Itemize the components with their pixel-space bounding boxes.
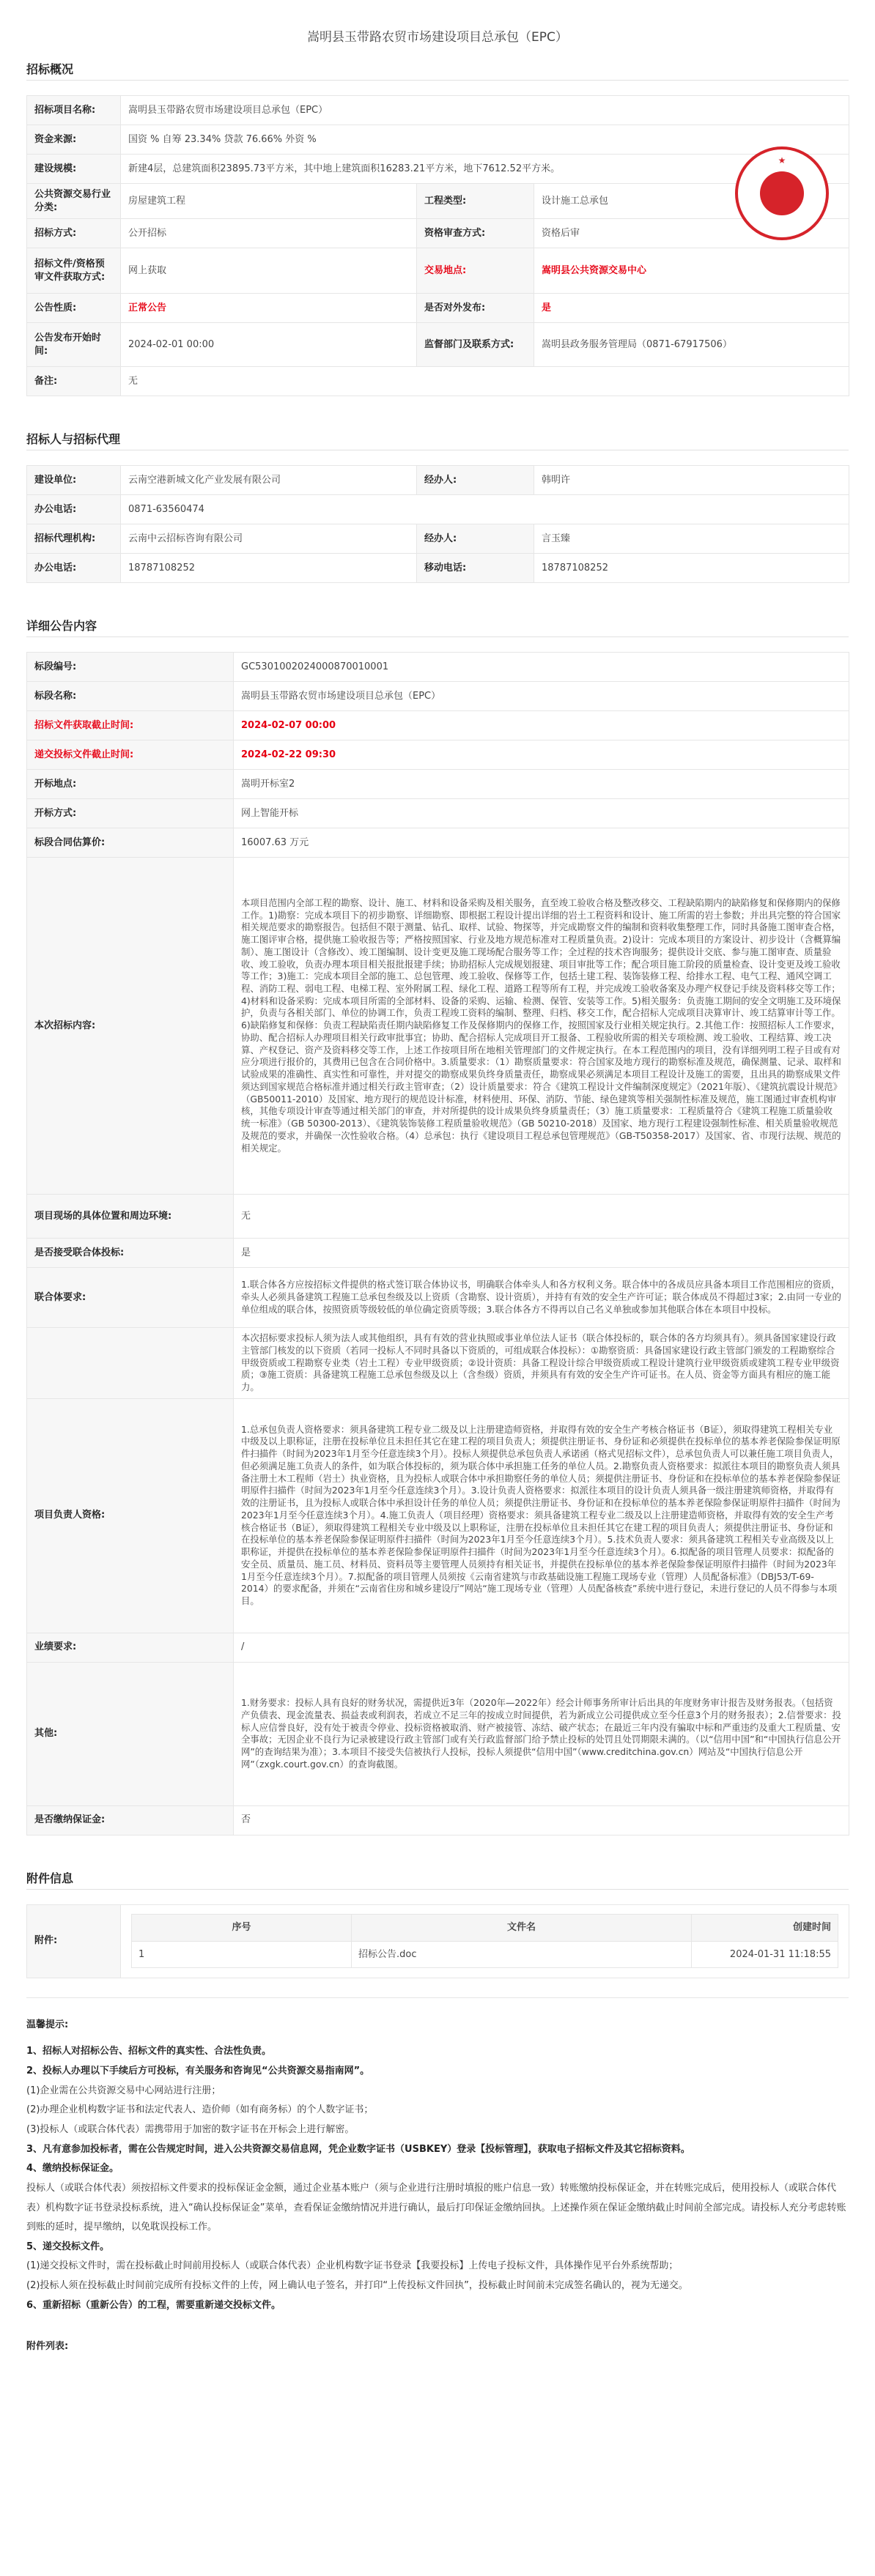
label: 招标文件/资格预审文件获取方式: bbox=[27, 248, 121, 294]
tip-line: (1)递交投标文件时，需在投标截止时间前用投标人（或联合体代表）企业机构数字证书登录【我要投标】上传电子投标文件，具体操作见平台外系统帮助； bbox=[26, 2260, 679, 2272]
performance-requirements: / bbox=[234, 1633, 849, 1662]
accept-consortium: 是 bbox=[234, 1239, 849, 1268]
attachment-no: 1 bbox=[132, 1941, 352, 1968]
label: 是否缴纳保证金: bbox=[27, 1805, 234, 1835]
tip-line: 投标人（或联合体代表）须按招标文件要求的投标保证金金额，通过企业基本账户（须与企业进行注册时填报的账户信息一致）转账缴纳投标保证金，并在转账完成后，使用投标人（或联合体代表）机构数字证书登录投标系统，进入“确认投标保证金”菜单，查看保证金缴纳情况并进行确认，最后打印保证金缴纳回执。上述操作须在保证金缴纳截止时间前全部完成。请投标人充分考虑转账到账的延时，提早缴纳，以免耽误投标工作。 bbox=[26, 2182, 846, 2233]
agent-table bbox=[26, 465, 849, 583]
label: 开标地点: bbox=[27, 770, 234, 799]
tip-line: (3)投标人（或联合体代表）需携带用于加密的数字证书在开标会上进行解密。 bbox=[26, 2123, 355, 2135]
label: 公共资源交易行业分类: bbox=[27, 184, 121, 219]
label: 公告性质: bbox=[27, 294, 121, 323]
tip-line: 5、递交投标文件。 bbox=[26, 2241, 110, 2252]
tips-section bbox=[26, 1997, 849, 2357]
label: 建设规模: bbox=[27, 155, 121, 184]
section-title-attachments: 附件信息 bbox=[26, 1865, 849, 1890]
tender-method: 公开招标 bbox=[121, 219, 417, 248]
label bbox=[27, 1328, 234, 1399]
label: 交易地点: bbox=[417, 248, 534, 294]
label: 经办人: bbox=[417, 524, 534, 554]
announcement-nature: 正常公告 bbox=[121, 294, 417, 323]
label: 其他: bbox=[27, 1662, 234, 1805]
trade-place: 嵩明县公共资源交易中心 bbox=[534, 248, 849, 294]
table-row[interactable] bbox=[132, 1941, 838, 1968]
tip-line: (2)办理企业机构数字证书和法定代表人、造价师（如有商务标）的个人数字证书； bbox=[26, 2104, 374, 2116]
col-name: 文件名 bbox=[352, 1915, 692, 1942]
attachment-link[interactable]: 招标公告.doc bbox=[352, 1941, 692, 1968]
tip-line: 2、投标人办理以下手续后方可投标，有关服务和咨询见“公共资源交易指南网”。 bbox=[26, 2065, 370, 2077]
open-method: 网上智能开标 bbox=[234, 799, 849, 828]
label: 是否接受联合体投标: bbox=[27, 1239, 234, 1268]
label: 招标方式: bbox=[27, 219, 121, 248]
agency-name: 云南中云招标咨询有限公司 bbox=[121, 524, 417, 554]
section-title-agent: 招标人与招标代理 bbox=[26, 426, 849, 450]
attach-list-label: 附件列表: bbox=[26, 2341, 69, 2353]
owner-phone: 0871-63560474 bbox=[121, 495, 849, 524]
owner-contact: 韩明许 bbox=[534, 466, 849, 495]
owner-name: 云南空港新城文化产业发展有限公司 bbox=[121, 466, 417, 495]
qualification-requirements: 本次招标要求投标人须为法人或其他组织，具有有效的营业执照或事业单位法人证书（联合体投标的，联合体的各方均须具有）。须具备国家建设行政主管部门核发的以下资质（若同一投标人不同时具备以下资质的，可组成联合体投标）：①勘察资质：具备国家建设行政主管部门颁发的工程勘察综合甲级资质或工程勘察专业类（岩土工程）专业甲级资质；②设计资质：具备工程设计综合甲级资质或工程设计建筑行业甲级资质或建筑工程专业甲级资质；③施工资质：具备建筑工程施工总承包叁级及以上（含叁级）资质，并须具有有效的安全生产许可证书。在人员、资金等方面具有相应的施工能力。 bbox=[234, 1328, 849, 1399]
supervision-dept: 嵩明县政务服务管理局（0871-67917506） bbox=[534, 323, 849, 367]
label: 是否对外发布: bbox=[417, 294, 534, 323]
detail-table bbox=[26, 652, 849, 1836]
agency-contact: 言玉臻 bbox=[534, 524, 849, 554]
section-name: 嵩明县玉带路农贸市场建设项目总承包（EPC） bbox=[234, 682, 849, 711]
tips-title: 温馨提示: bbox=[26, 2019, 69, 2030]
label: 附件: bbox=[27, 1904, 121, 1978]
page-title: 嵩明县玉带路农贸市场建设项目总承包（EPC） bbox=[307, 30, 568, 45]
contract-price: 16007.63 万元 bbox=[234, 828, 849, 858]
label: 公告发布开始时间: bbox=[27, 323, 121, 367]
tip-line: 3、凡有意参加投标者，需在公告规定时间，进入公共资源交易信息网，凭企业数字证书（USBKEY）登录【投标管理】，获取电子招标文件及其它招标资料。 bbox=[26, 2143, 690, 2155]
project-type: 设计施工总承包 bbox=[534, 184, 849, 219]
publish-flag: 是 bbox=[534, 294, 849, 323]
seal-star-icon: ★ bbox=[778, 155, 786, 166]
label: 招标代理机构: bbox=[27, 524, 121, 554]
label: 标段合同估算价: bbox=[27, 828, 234, 858]
col-time: 创建时间 bbox=[692, 1915, 838, 1942]
remark: 无 bbox=[121, 367, 849, 396]
other-requirements: 1.财务要求：投标人具有良好的财务状况，需提供近3年（2020年—2022年）经会计师事务所审计后出具的年度财务审计报告及财务报表。（包括资产负债表、现金流量表、损益表或利润表，若成立不足三年的按成立时间提供，若为新成立公司提供成立至今任意3个月的财务报表）；2.信誉要求：投标人应信誉良好，没有处于被责令停业、投标资格被取消、财产被接管、冻结、破产状态；在最近三年内没有骗取中标和严重违约及重大工程质量、安全事故；无因企业不良行为记录被建设行政主管部门或有关行政监督部门给予禁止投标的处罚且处罚期限未满的。（以“信用中国”和“中国执行信息公开网”的查询结果为准）；3.本项目不接受失信被执行人投标，投标人须提供“信用中国”（www.creditchina.gov.cn）网站及“中国执行信息公开网”（zxgk.court.gov.cn）的查询截图。 bbox=[234, 1662, 849, 1805]
qualification-review: 资格后审 bbox=[534, 219, 849, 248]
label: 资格审查方式: bbox=[417, 219, 534, 248]
overview-table bbox=[26, 95, 849, 396]
tip-line: 4、缴纳投标保证金。 bbox=[26, 2163, 119, 2175]
person-requirements: 1.总承包负责人资格要求：须具备建筑工程专业二级及以上注册建造师资格，并取得有效的安全生产考核合格证书（B证），须取得建筑工程相关专业中级及以上职称证，注册在投标单位且未担任其它在建工程的项目负责人；须提供注册证书、身份证和必须提供在投标单位的基本养老保险参保证明原件扫描件（时间为2023年1月至今任意连续3个月）。投标人须提供总承包负责人承诺函（格式见招标文件），总承包负责人可以兼任施工项目负责人，但必须满足施工负责人的条件，如为联合体投标的，须为联合体中承担施工任务的单位人员。2.勘察负责人资格要求：拟派往本项目的勘察负责人须具备注册土木工程师（岩土）执业资格，且为投标人或联合体中承担勘察任务的单位人员；须提供注册证书、身份证和在投标单位的基本养老保险参保证明原件扫描件（时间为2023年1月至今任意连续3个月）。3.设计负责人资格要求：拟派往本项目的设计负责人须具备一级注册建筑师资格，并取得有效的注册证书，且为投标人或联合体中承担设计任务的单位人员；须提供注册证书、身份证和在投标单位的基本养老保险参保证明原件扫描件（时间为2023年1月至今任意连续3个月）。4.施工负责人（项目经理）资格要求：须具备建筑工程专业二级及以上注册建造师资格，并取得有效的安全生产考核合格证书（B证），须取得建筑工程相关专业中级及以上职称证，注册在投标单位且未担任其它在建工程的项目负责人；须提供注册证书、身份证和在投标单位的基本养老保险参保证明原件扫描件（时间为2023年1月至今任意连续3个月）。5.技术负责人要求：须具备建筑工程相关专业高级及以上职称证，并提供在投标单位的基本养老保险参保证明原件扫描件（时间为2023年1月至今任意连续3个月）。6.拟配备的项目管理人员要求：拟配备的安全员、质量员、施工员、材料员、资料员等主要管理人员须持有相关证书，并提供在投标单位的基本养老保险参保证明原件扫描件（时间为2023年1月至今任意连续3个月）。7.拟配备的项目管理人员须按《云南省建筑与市政基础设施工程施工现场专业（管理）人员配备标准》（DBJ53/T-69-2014）的要求配备，并须在“云南省住房和城乡建设厅”网站“施工现场专业（管理）人员配备核查”系统中进行登记，未进行登记的人员不得参与本项目。 bbox=[234, 1398, 849, 1633]
project-name: 嵩明县玉带路农贸市场建设项目总承包（EPC） bbox=[121, 96, 849, 125]
seal-emblem-icon bbox=[760, 171, 804, 215]
fund-source: 国资 % 自筹 23.34% 贷款 76.66% 外资 % bbox=[121, 125, 849, 155]
site-location: 无 bbox=[234, 1195, 849, 1239]
label: 业绩要求: bbox=[27, 1633, 234, 1662]
agency-phone: 18787108252 bbox=[121, 554, 417, 583]
label: 备注: bbox=[27, 367, 121, 396]
tip-line: 1、招标人对招标公告、招标文件的真实性、合法性负责。 bbox=[26, 2046, 272, 2057]
label: 办公电话: bbox=[27, 554, 121, 583]
tip-line: 6、重新招标（重新公告）的工程，需要重新递交投标文件。 bbox=[26, 2299, 281, 2311]
label: 招标文件获取截止时间: bbox=[27, 711, 234, 740]
label: 本次招标内容: bbox=[27, 858, 234, 1195]
doc-get-method: 网上获取 bbox=[121, 248, 417, 294]
attachments-table bbox=[26, 1904, 849, 1978]
label: 联合体要求: bbox=[27, 1268, 234, 1328]
consortium-requirements: 1.联合体各方应按招标文件提供的格式签订联合体协议书，明确联合体牵头人和各方权利义务。联合体中的各成员应具备本项目工作范围相应的资质，牵头人必须具备建筑工程施工总承包叁级及以上资质（含勘察、设计资质），并持有有效的安全生产许可证；联合体成员不得超过3家；2.由同一专业的单位组成的联合体，按照资质等级较低的单位确定资质等级；3.联合体各方不得再以自己名义单独或参加其他联合体在本项目中投标。 bbox=[234, 1268, 849, 1328]
label: 移动电话: bbox=[417, 554, 534, 583]
label: 经办人: bbox=[417, 466, 534, 495]
label: 项目负责人资格: bbox=[27, 1398, 234, 1633]
tip-line: (1)企业需在公共资源交易中心网站进行注册； bbox=[26, 2085, 221, 2096]
deposit-required: 否 bbox=[234, 1805, 849, 1835]
attachment-list bbox=[131, 1914, 838, 1968]
section-title-detail: 详细公告内容 bbox=[26, 612, 849, 637]
label: 递交投标文件截止时间: bbox=[27, 740, 234, 770]
label: 招标项目名称: bbox=[27, 96, 121, 125]
bid-deadline: 2024-02-22 09:30 bbox=[234, 740, 849, 770]
label: 开标方式: bbox=[27, 799, 234, 828]
tender-scope: 本项目范围内全部工程的勘察、设计、施工、材料和设备采购及相关服务，直至竣工验收合格及整改移交、工程缺陷期内的缺陷修复和保修期内的保修工作。1)勘察：完成本项目下的初步勘察、详细勘察、即根据工程设计提出详细的岩土工程资料和设计、施工所需的岩土参数；并出具完整的符合国家相关规范要求的勘察报告。包括但不限于测量、钻孔、取样、试验、物探等，并完成勘察文件的编制和资料收集整理工作，同时具备施工图审查合格，施工图评审合格，提供施工验收报告等；严格按照国家、行业及地方规范标准对工程质量负责。2)设计：完成本项目的方案设计、初步设计（含概算编制）、施工图设计（含修改）、竣工图编制、设计变更及施工现场配合服务等工作；全过程的技术咨询服务；提供设计交底、参与施工图审查、质量验收、竣工验收，负责办理本项目相关报批报建手续；协助招标人完成规划报建、项目审批等工作；配合项目施工阶段的质量检查、设计变更及竣工验收等工作；3)施工：完成本项目全部的施工、总包管理、竣工验收、保修等工作，包括土建工程、装饰装修工程、给排水工程、电气工程、通风空调工程、消防工程、弱电工程、电梯工程、室外附属工程、绿化工程、道路工程等所有工程，并完成竣工验收备案及办理产权登记手续及资料移交等工作；4)材料和设备采购：完成本项目所需的全部材料、设备的采购、运输、检测、保管、安装等工作。5)相关服务：负责施工期间的安全文明施工及环境保护，负责与各相关部门、单位的协调工作，负责工程竣工资料的编制、整理、归档、移交工作，配合招标人完成项目决算审计、竣工结算审计等工作。6)缺陷修复和保修：负责工程缺陷责任期内缺陷修复工作及保修期内的保修工作，按照国家及行业相关规定执行。2.其他工作：按照招标人工作要求，协助、配合招标人办理项目相关行政审批事宜；协助、配合招标人完成项目开工报备、工程验收所需的相关专项检测、竣工验收、工程结算、竣工决算、产权登记、资产及资料移交等工作，上述工作按项目所在地相关管理部门的文件规定执行。在本工程范围内的项目，没有详细列明工程子目或有对应分项进行报价的，其费用已包含在合同价格中。3.质量要求：（1）勘察质量要求：符合国家及地方现行的勘察标准及规范，确保测量、记录、取样和试验成果的准确性、真实性和可靠性，并对提交的勘察成果负终身质量责任，勘察成果必须满足本项目工程设计及施工的需要，且出具的勘察成果文件须达到国家规范合格标准并通过相关行政主管审查；（2）设计质量要求：符合《建筑工程设计文件编制深度规定》（2021年版）、《建筑抗震设计规范》（GB50011-2010）及国家、地方现行的规范设计标准，材料使用、环保、消防、节能、绿色建筑等相关强制性标准及规范，施工图通过审查机构审核，其他专项设计审查等通过相关部门的审查，并对所提供的设计成果负终身质量责任；（3）施工质量要求：工程质量符合《建筑工程施工质量验收统一标准》（GB 50300-2013）、《建筑装饰装修工程质量验收规范》（GB 50210-2018）及国家、地方现行工程建设强制性标准、相关质量验收规范及规范的要求，并确保一次性验收合格。（4）总承包：执行《建设项目工程总承包管理规范》（GB-T50358-2017）及国家、省、市现行法规、规范的相关规定。 bbox=[234, 858, 849, 1195]
doc-deadline: 2024-02-07 00:00 bbox=[234, 711, 849, 740]
label: 工程类型: bbox=[417, 184, 534, 219]
section-title-overview: 招标概况 bbox=[26, 56, 849, 81]
attachment-time: 2024-01-31 11:18:55 bbox=[692, 1941, 838, 1968]
tip-line: (2)投标人须在投标截止时间前完成所有投标文件的上传，网上确认电子签名，并打印“上传投标文件回执”，投标截止时间前未完成签名确认的，视为无递交。 bbox=[26, 2280, 688, 2292]
label: 项目现场的具体位置和周边环境: bbox=[27, 1195, 234, 1239]
industry-category: 房屋建筑工程 bbox=[121, 184, 417, 219]
open-place: 嵩明开标室2 bbox=[234, 770, 849, 799]
mobile-phone: 18787108252 bbox=[534, 554, 849, 583]
label: 办公电话: bbox=[27, 495, 121, 524]
section-code: GC5301002024000870010001 bbox=[234, 653, 849, 682]
label: 监督部门及联系方式: bbox=[417, 323, 534, 367]
official-seal bbox=[735, 146, 829, 240]
publish-time: 2024-02-01 00:00 bbox=[121, 323, 417, 367]
label: 标段名称: bbox=[27, 682, 234, 711]
label: 建设单位: bbox=[27, 466, 121, 495]
build-scale: 新建4层，总建筑面积23895.73平方米，其中地上建筑面积16283.21平方米，地下7612.52平方米。 bbox=[121, 155, 849, 184]
label: 标段编号: bbox=[27, 653, 234, 682]
label: 资金来源: bbox=[27, 125, 121, 155]
col-no: 序号 bbox=[132, 1915, 352, 1942]
